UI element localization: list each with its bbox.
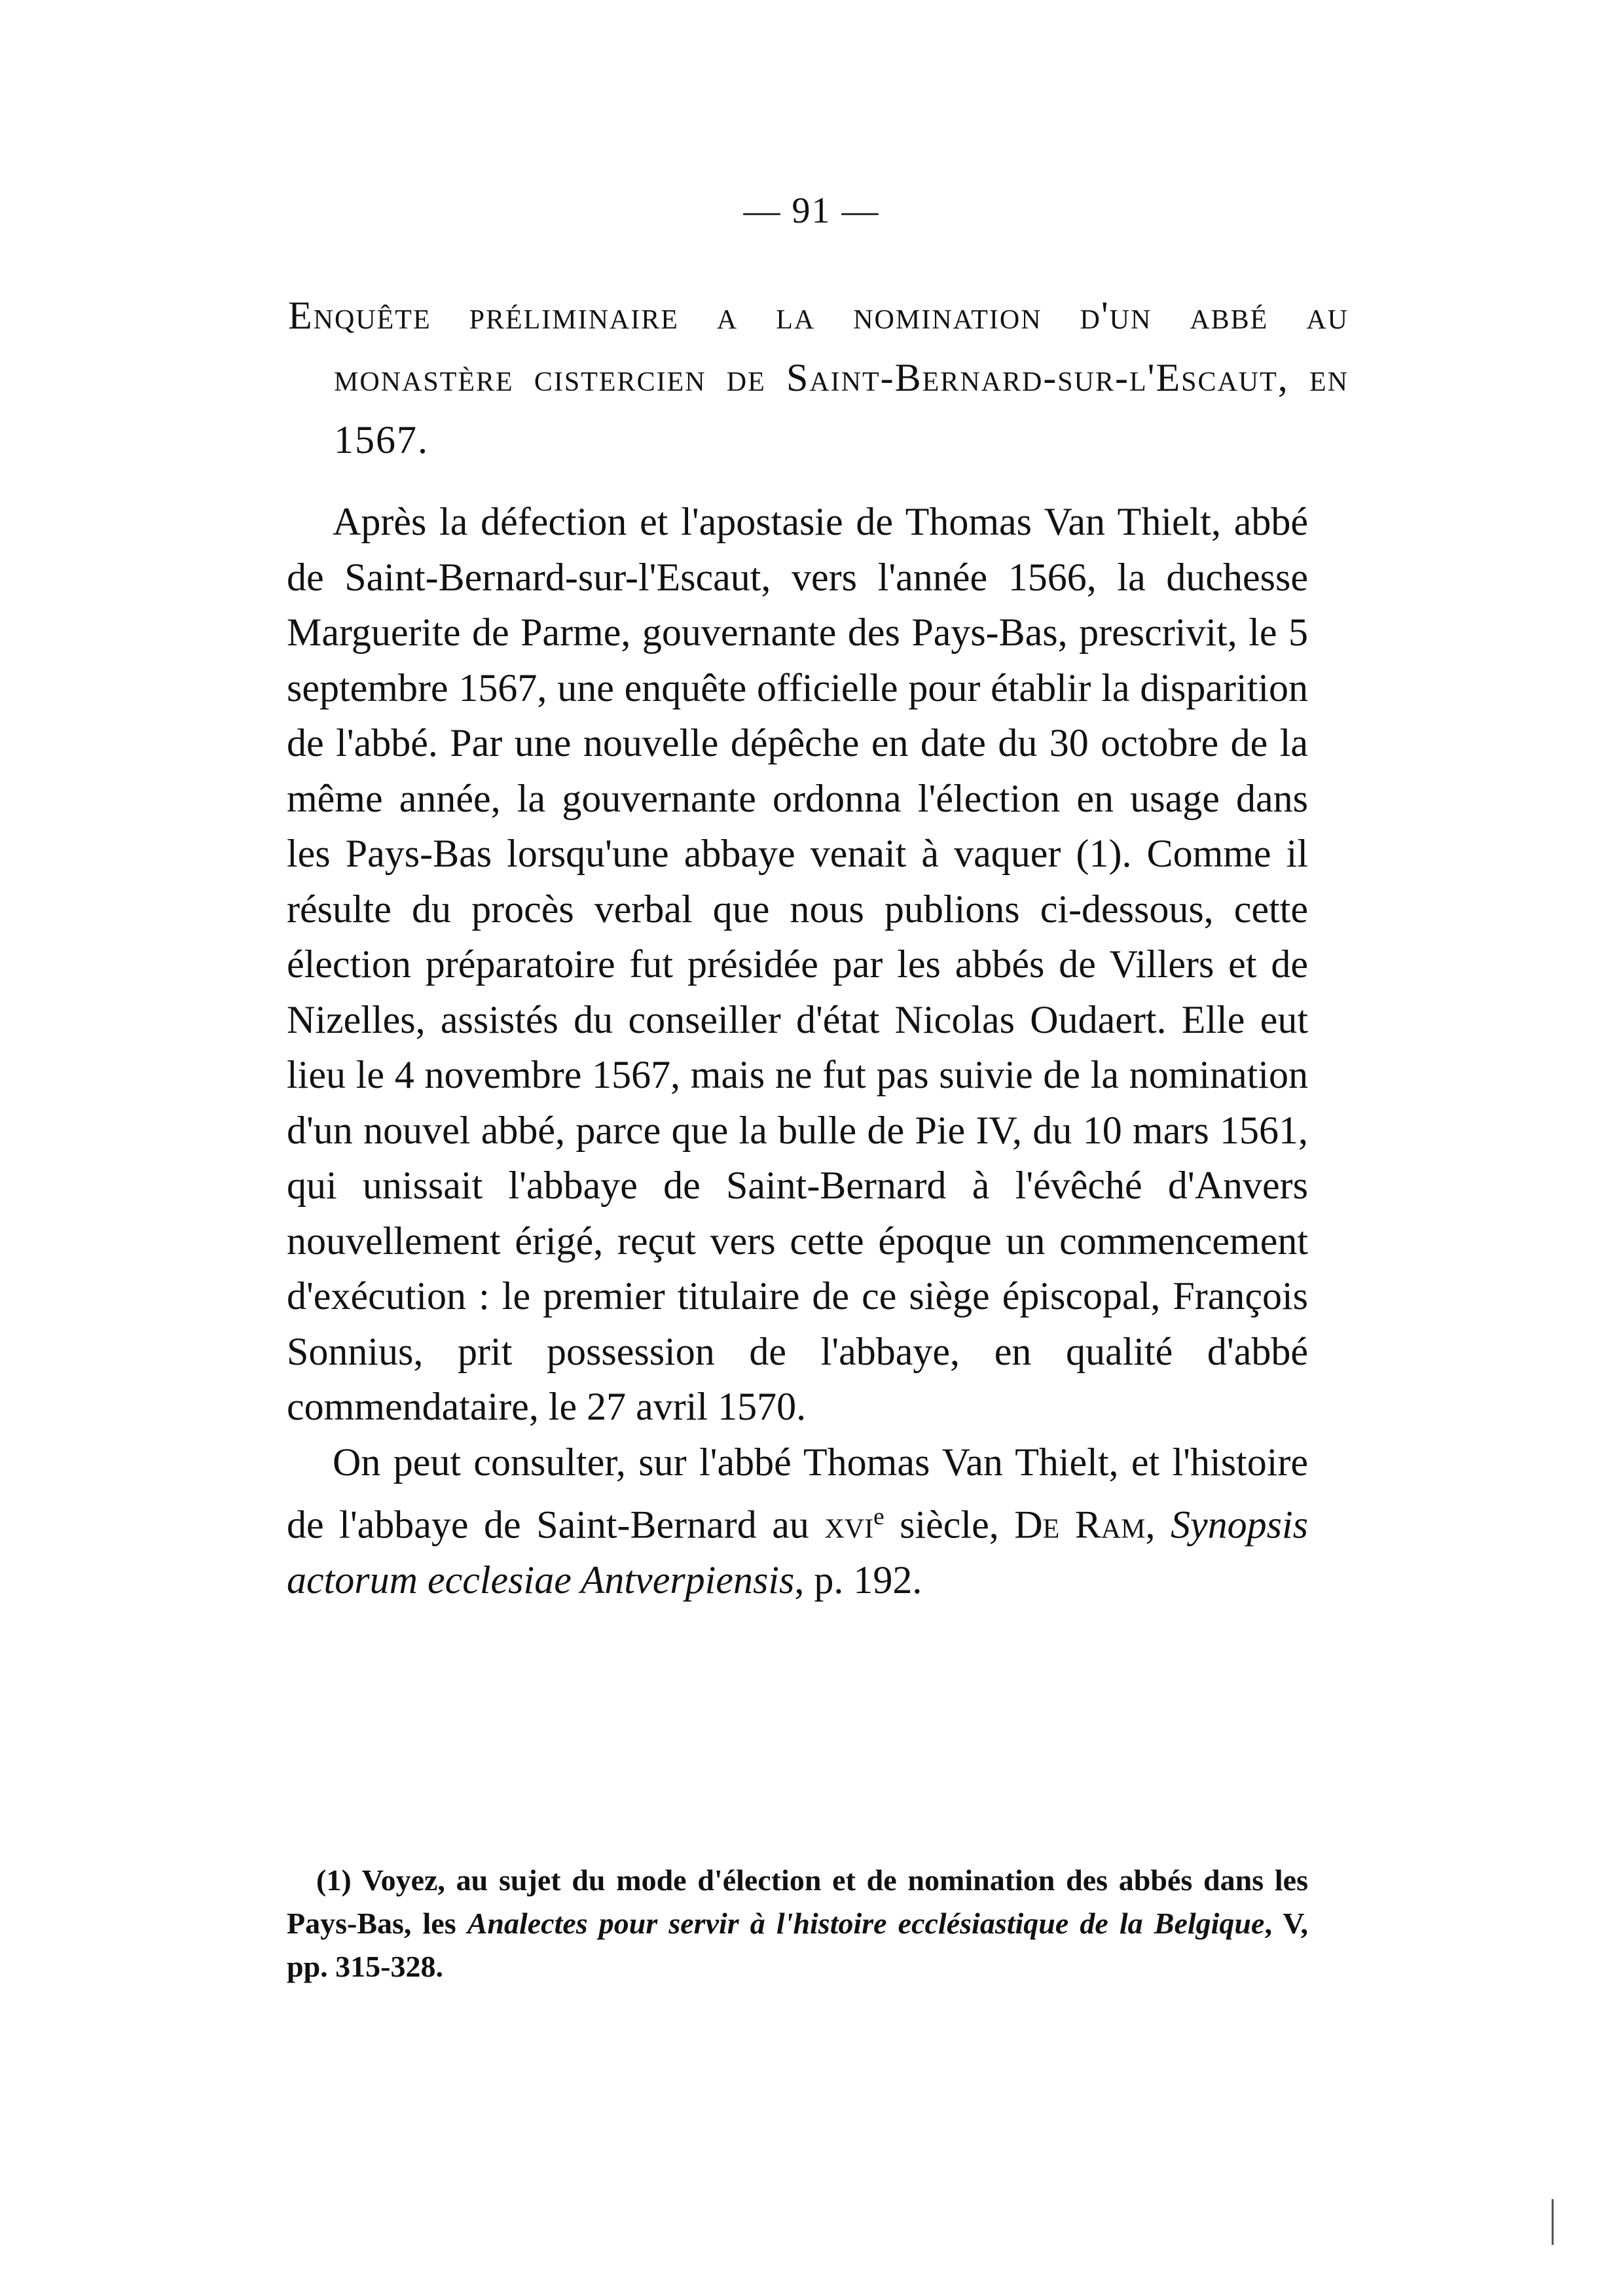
paragraph-2 xyxy=(287,1435,1308,1608)
century-superscript: e xyxy=(873,1503,884,1530)
section-heading: Enquête préliminaire a la nomination d'un abbé au monastère cistercien de Saint-Bernard-sur-l'Escaut, en 1567. xyxy=(288,294,1349,461)
century-numeral: xvi xyxy=(824,1503,874,1547)
page-number: — 91 — xyxy=(743,190,880,231)
paragraph-2-sep: , xyxy=(1145,1503,1171,1547)
paragraph-2-intro: On peut consulter, sur l'abbé Thomas Van Thielt, et l'histoire de l'abbaye de Saint-Bernard au xyxy=(287,1440,1308,1547)
paragraph-1: Après la défection et l'apostasie de Thomas Van Thielt, abbé de Saint-Bernard-sur-l'Escaut, vers l'année 1566, la duchesse Marguerite de Parme, gouvernante des Pays-Bas, prescrivit, le 5 septembre 1567, une enquête officielle pour établir la disparition de l'abbé. Par une nouvelle dépêche en date du 30 octobre de la même année, la gouvernante ordonna l'élection en usage dans les Pays-Bas lorsqu'une abbaye venait à vaquer (1). Comme il résulte du procès verbal que nous publions ci-dessous, cette élection préparatoire fut présidée par les abbés de Villers et de Nizelles, assistés du conseiller d'état Nicolas Oudaert. Elle eut lieu le 4 novembre 1567, mais ne fut pas suivie de la nomination d'un nouvel abbé, parce que la bulle de Pie IV, du 10 mars 1561, qui unissait l'abbaye de Saint-Bernard à l'évêché d'Anvers nouvellement érigé, reçut vers cette époque un commencement d'exécution : le premier titulaire de ce siège épiscopal, François Sonnius, prit possession de l'abbaye, en qualité d'abbé commendataire, le 27 avril 1570. xyxy=(287,500,1308,1428)
work-title: Synopsis actorum ecclesiae Antverpiensis xyxy=(287,1503,1309,1602)
footnote-tail: , V, pp. 315-328. xyxy=(287,1907,1308,1983)
paragraph-2-tail: , p. 192. xyxy=(794,1558,922,1602)
body-text xyxy=(287,494,1308,1607)
author-name: De Ram xyxy=(1014,1503,1146,1547)
footnote-1 xyxy=(287,1859,1308,1988)
scan-edge-mark xyxy=(1552,2199,1554,2245)
footnote-title: Analectes pour servir à l'histoire ecclésiastique de la Belgique xyxy=(467,1907,1265,1940)
footnote xyxy=(287,1859,1308,1988)
footnote-lead: (1) Voyez, au sujet du mode d'élection et de nomination des abbés dans les Pays-Bas, les xyxy=(287,1863,1308,1940)
paragraph-2-mid: siècle, xyxy=(884,1503,1015,1547)
